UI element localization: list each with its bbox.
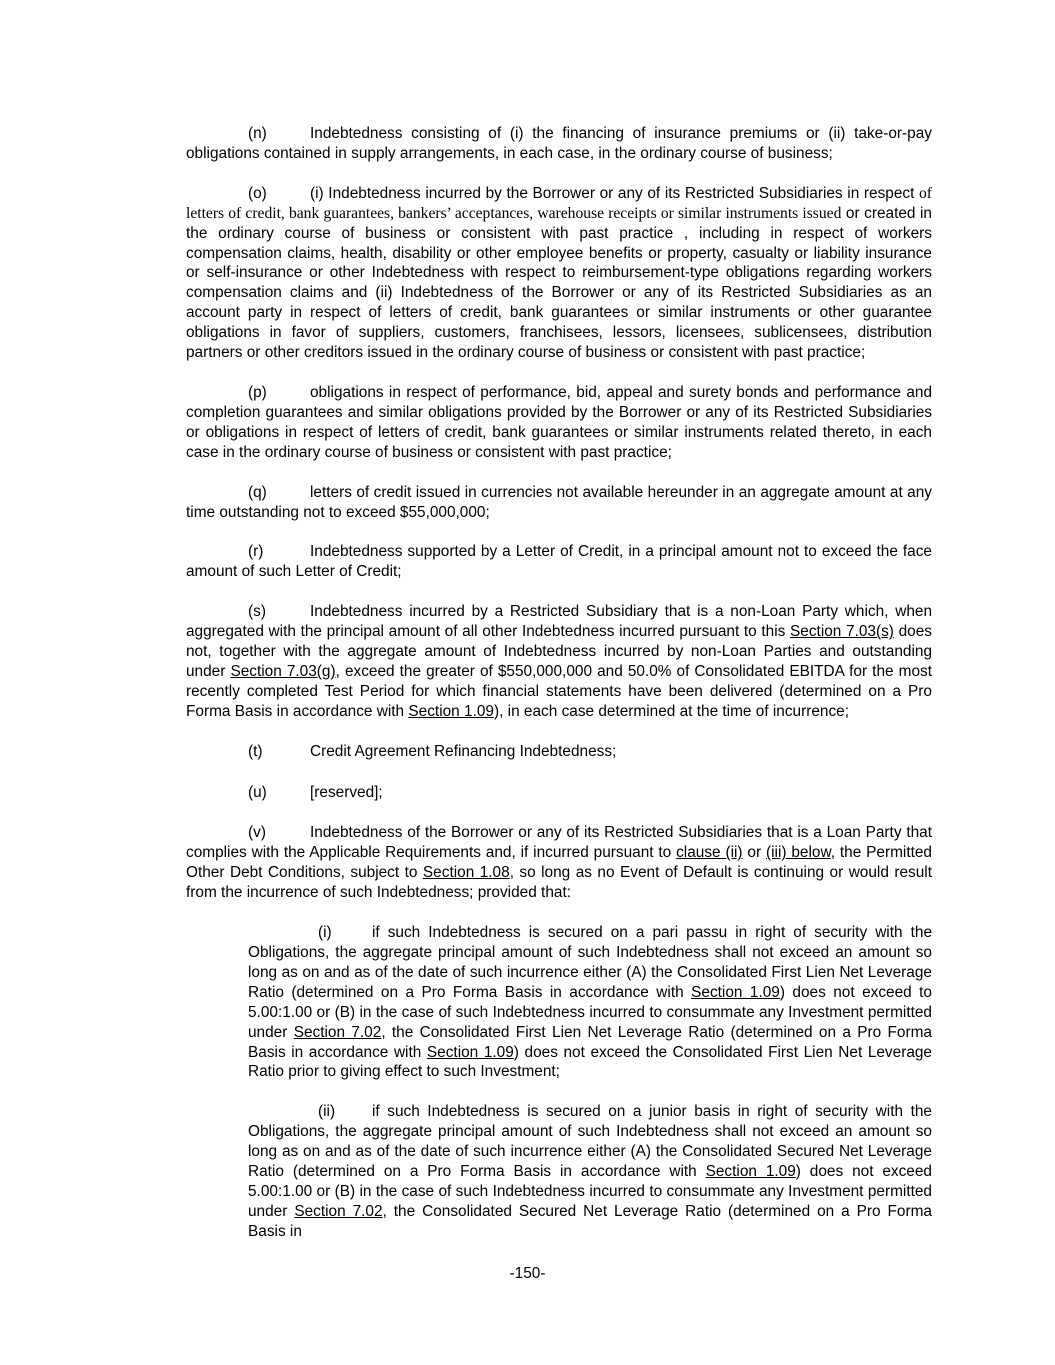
paragraph-label: (r) (248, 543, 264, 561)
paragraph-text: does not, together with the aggregate amount of Indebtedness incurred by non-Loan Parties and outstanding under (186, 623, 932, 680)
paragraph-text: , so long as no Event of Default is continuing or would result from the incurrence of such Indebtedness; provided that: (186, 864, 933, 902)
paragraph-label: (q) (248, 483, 267, 501)
subparagraph-text: ) does not exceed the Consolidated First Lien Net Leverage Ratio prior to giving effect to such Investment; (248, 1043, 932, 1081)
section-reference-link[interactable]: Section 1.08 (422, 864, 510, 882)
paragraph-text: Indebtedness incurred by a Restricted Subsidiary that is a non-Loan Party which, when aggregated with the principal amount of all other Indebtedness incurred pursuant to this (186, 603, 932, 641)
paragraph-text: obligations in respect of performance, bid, appeal and surety bonds and performance and completion guarantees and similar obligations provided by the Borrower or any of its Restricted Subsidiaries or obligations in respect of letters of credit, bank guarantees or similar instruments related thereto, in each case in the ordinary course of business or consistent with past practice; (186, 383, 932, 461)
paragraph-label: (o) (248, 184, 267, 202)
section-reference-link[interactable]: Section 7.02 (293, 1023, 382, 1041)
paragraph-label: (p) (248, 383, 267, 401)
subparagraph-text: ) does not exceed to 5.00:1.00 or (B) in the case of such Indebtedness incurred to consummate any Investment permitted under (248, 983, 932, 1041)
section-reference-link[interactable]: Section 7.03(s) (790, 623, 894, 641)
section-reference-link[interactable]: Section 1.09 (408, 702, 494, 720)
paragraph-p (186, 383, 932, 463)
paragraph-text: Indebtedness of the Borrower or any of its Restricted Subsidiaries that is a Loan Party that complies with the Applicable Requirements and, if incurred pursuant to (186, 824, 932, 862)
paragraph-u (186, 783, 932, 803)
paragraph-text: , the Permitted Other Debt Conditions, subject to (186, 844, 932, 882)
paragraph-text: letters of credit issued in currencies not available hereunder in an aggregate amount at any time outstanding not to exceed $55,000,000; (186, 483, 932, 521)
paragraph-text: (i) Indebtedness incurred by the Borrower or any of its Restricted Subsidiaries in respect (310, 184, 915, 202)
document-page (186, 124, 932, 1262)
subparagraph-text: , the Consolidated Secured Net Leverage Ratio (determined on a Pro Forma Basis in (248, 1202, 932, 1240)
section-reference-link[interactable]: Section 1.09 (705, 1163, 796, 1181)
paragraph-text: [reserved]; (310, 783, 383, 801)
section-reference-link[interactable]: Section 7.02 (294, 1202, 383, 1220)
paragraph-n (186, 124, 932, 164)
paragraph-t (186, 742, 932, 762)
paragraph-text: Credit Agreement Refinancing Indebtedness; (310, 742, 617, 760)
paragraph-label: (n) (248, 125, 267, 142)
paragraph-text: Indebtedness consisting of (i) the financing of insurance premiums or (ii) take-or-pay obligations contained in supply arrangements, in each case, in the ordinary course of business; (186, 125, 932, 162)
section-reference-link[interactable]: Section 1.09 (691, 983, 780, 1001)
paragraph-r (186, 542, 932, 582)
paragraph-label: (v) (248, 824, 266, 842)
subparagraph-label: (i) (318, 924, 332, 942)
clause-reference-link[interactable]: (iii) below (765, 844, 831, 862)
paragraph-text: Indebtedness supported by a Letter of Credit, in a principal amount not to exceed the face amount of such Letter of Credit; (186, 543, 932, 581)
paragraph-o (186, 184, 932, 363)
section-reference-link[interactable]: Section 7.03(g) (230, 662, 336, 680)
paragraph-text: of letters of credit, bank guarantees, bankers’ acceptances, warehouse receipts or similar instruments issued (186, 184, 932, 222)
paragraph-v (186, 823, 932, 903)
paragraph-text: or (742, 844, 766, 862)
page-number: -150- (509, 1265, 546, 1282)
subparagraph-text: if such Indebtedness is secured on a pari passu in right of security with the Obligations, the aggregate principal amount of such Indebtedness shall not exceed an amount so long as on and as of the date of such incurrence either (A) the Consolidated First Lien Net Leverage Ratio (determined on a Pro Forma Basis in accordance with (248, 924, 932, 1001)
paragraph-text: ), in each case determined at the time of incurrence; (493, 702, 850, 720)
clause-reference-link[interactable]: clause (ii) (676, 844, 743, 862)
paragraph-s (186, 602, 932, 721)
subparagraph-ii (248, 1102, 932, 1241)
paragraph-text: , exceed the greater of $550,000,000 and 50.0% of Consolidated EBITDA for the most recently completed Test Period for which financial statements have been delivered (determined on a Pro Forma Basis in accordance with (186, 662, 932, 720)
subparagraph-text: ) does not exceed 5.00:1.00 or (B) in the case of such Indebtedness incurred to consummate any Investment permitted under (248, 1163, 932, 1220)
subparagraph-text: if such Indebtedness is secured on a junior basis in right of security with the Obligations, the aggregate principal amount of such Indebtedness shall not exceed an amount so long as on and as of the date of such incurrence either (A) the Consolidated Secured Net Leverage Ratio (determined on a Pro Forma Basis in accordance with (248, 1103, 932, 1181)
section-reference-link[interactable]: Section 1.09 (426, 1043, 514, 1061)
subparagraph-text: , the Consolidated First Lien Net Leverage Ratio (determined on a Pro Forma Basis in accordance with (248, 1023, 932, 1061)
subparagraph-i (248, 923, 932, 1082)
subparagraph-label: (ii) (318, 1103, 336, 1121)
paragraph-q (186, 483, 932, 523)
paragraph-label: (u) (248, 783, 267, 801)
paragraph-label: (t) (248, 742, 263, 760)
paragraph-label: (s) (248, 603, 266, 621)
paragraph-text: or created in the ordinary course of business or consistent with past practice , including in respect of workers compensation claims, health, disability or other employee benefits or property, casualty or liability insurance or self-insurance or other Indebtedness with respect to reimbursement-type obligations regarding workers compensation claims and (ii) Indebtedness of the Borrower or any of its Restricted Subsidiaries as an account party in respect of letters of credit, bank guarantees or similar instruments or other guarantee obligations in favor of suppliers, customers, franchisees, lessors, licensees, sublicensees, distribution partners or other creditors issued in the ordinary course of business or consistent with past practice; (186, 204, 932, 362)
